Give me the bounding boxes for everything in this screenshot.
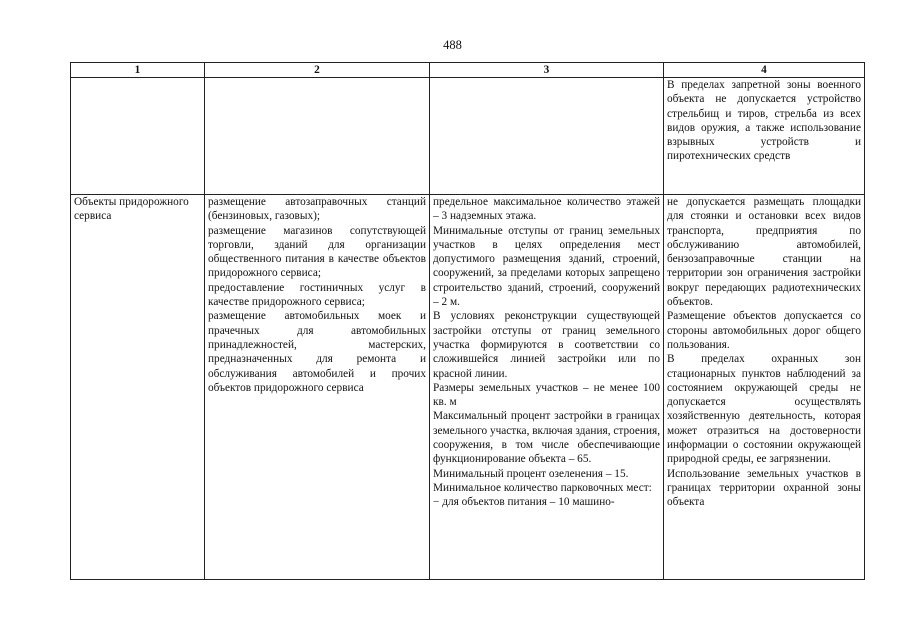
paragraph: В пределах охранных зон стационарных пунктов наблюдений за состоянием окружающей среды не допускается осуществлять хозяйственную деятельность, которая может отразиться на достоверности информации о состоянии окружающей природной среды, ее загрязнении. [667, 353, 861, 466]
cell-object-type [71, 195, 205, 580]
cell-object-type [71, 78, 205, 195]
column-header: 4 [664, 63, 865, 78]
cell-restrictions [664, 78, 865, 195]
paragraph: В пределах запретной зоны военного объекта не допускается устройство стрельбищ и тиров, стрельба из всех видов оружия, а также использование взрывных устройств и пиротехнических средств [667, 79, 861, 163]
paragraph: размещение магазинов сопутствующей торговли, зданий для организации общественного питания в качестве объектов придорожного сервиса; [208, 224, 426, 280]
paragraph: Минимальный процент озеленения – 15. [433, 467, 629, 480]
paragraph: не допускается размещать площадки для стоянки и остановки всех видов транспорта, предприятия по обслуживанию автомобилей, бензозаправочные станции на территории зон ограничения застройки вокруг передающих радиотехнических объектов. [667, 196, 861, 309]
paragraph: В условиях реконструкции существующей застройки отступы от границ земельного участка формируются в соответствии со сложившейся линией застройки или по красной линии. [433, 310, 660, 380]
paragraph: Использование земельных участков в границах территории охранной зоны объекта [667, 467, 861, 509]
paragraph: Размещение объектов допускается со стороны автомобильных дорог общего пользования. [667, 310, 861, 351]
paragraph: размещение автомобильных моек и прачечных для автомобильных принадлежностей, мастерских, предназначенных для ремонта и обслуживания автомобилей и прочих объектов придорожного сервиса [208, 310, 426, 394]
table-row [71, 78, 865, 195]
paragraph: размещение автозаправочных станций (бензиновых, газовых); [208, 196, 426, 223]
page-number: 488 [443, 38, 462, 52]
paragraph: Максимальный процент застройки в границах земельного участка, включая здания, строения, сооружения, в том числе обеспечивающие функционирование объекта – 65. [433, 410, 660, 466]
column-header: 2 [205, 63, 430, 78]
table-row [71, 195, 865, 580]
paragraph: Объекты придорожного сервиса [74, 196, 189, 223]
column-header: 3 [430, 63, 664, 78]
cell-restrictions [664, 195, 865, 580]
paragraph: предоставление гостиничных услуг в качестве придорожного сервиса; [208, 281, 426, 309]
cell-permitted-use [205, 78, 430, 195]
paragraph: предельное максимальное количество этажей – 3 надземных этажа. [433, 196, 660, 223]
regulation-table [70, 62, 865, 580]
paragraph: Минимальные отступы от границ земельных участков в целях определения мест допустимого размещения зданий, строений, сооружений, за пределами которых запрещено строительство зданий, строений, сооружений – 2 м. [433, 224, 660, 309]
header-row [71, 63, 865, 78]
cell-parameters [430, 195, 664, 580]
cell-parameters [430, 78, 664, 195]
paragraph: Минимальное количество парковочных мест: [433, 481, 652, 494]
paragraph: Размеры земельных участков – не менее 100 кв. м [433, 381, 660, 409]
cell-permitted-use [205, 195, 430, 580]
paragraph: − для объектов питания – 10 машино- [433, 496, 615, 509]
column-header: 1 [71, 63, 205, 78]
